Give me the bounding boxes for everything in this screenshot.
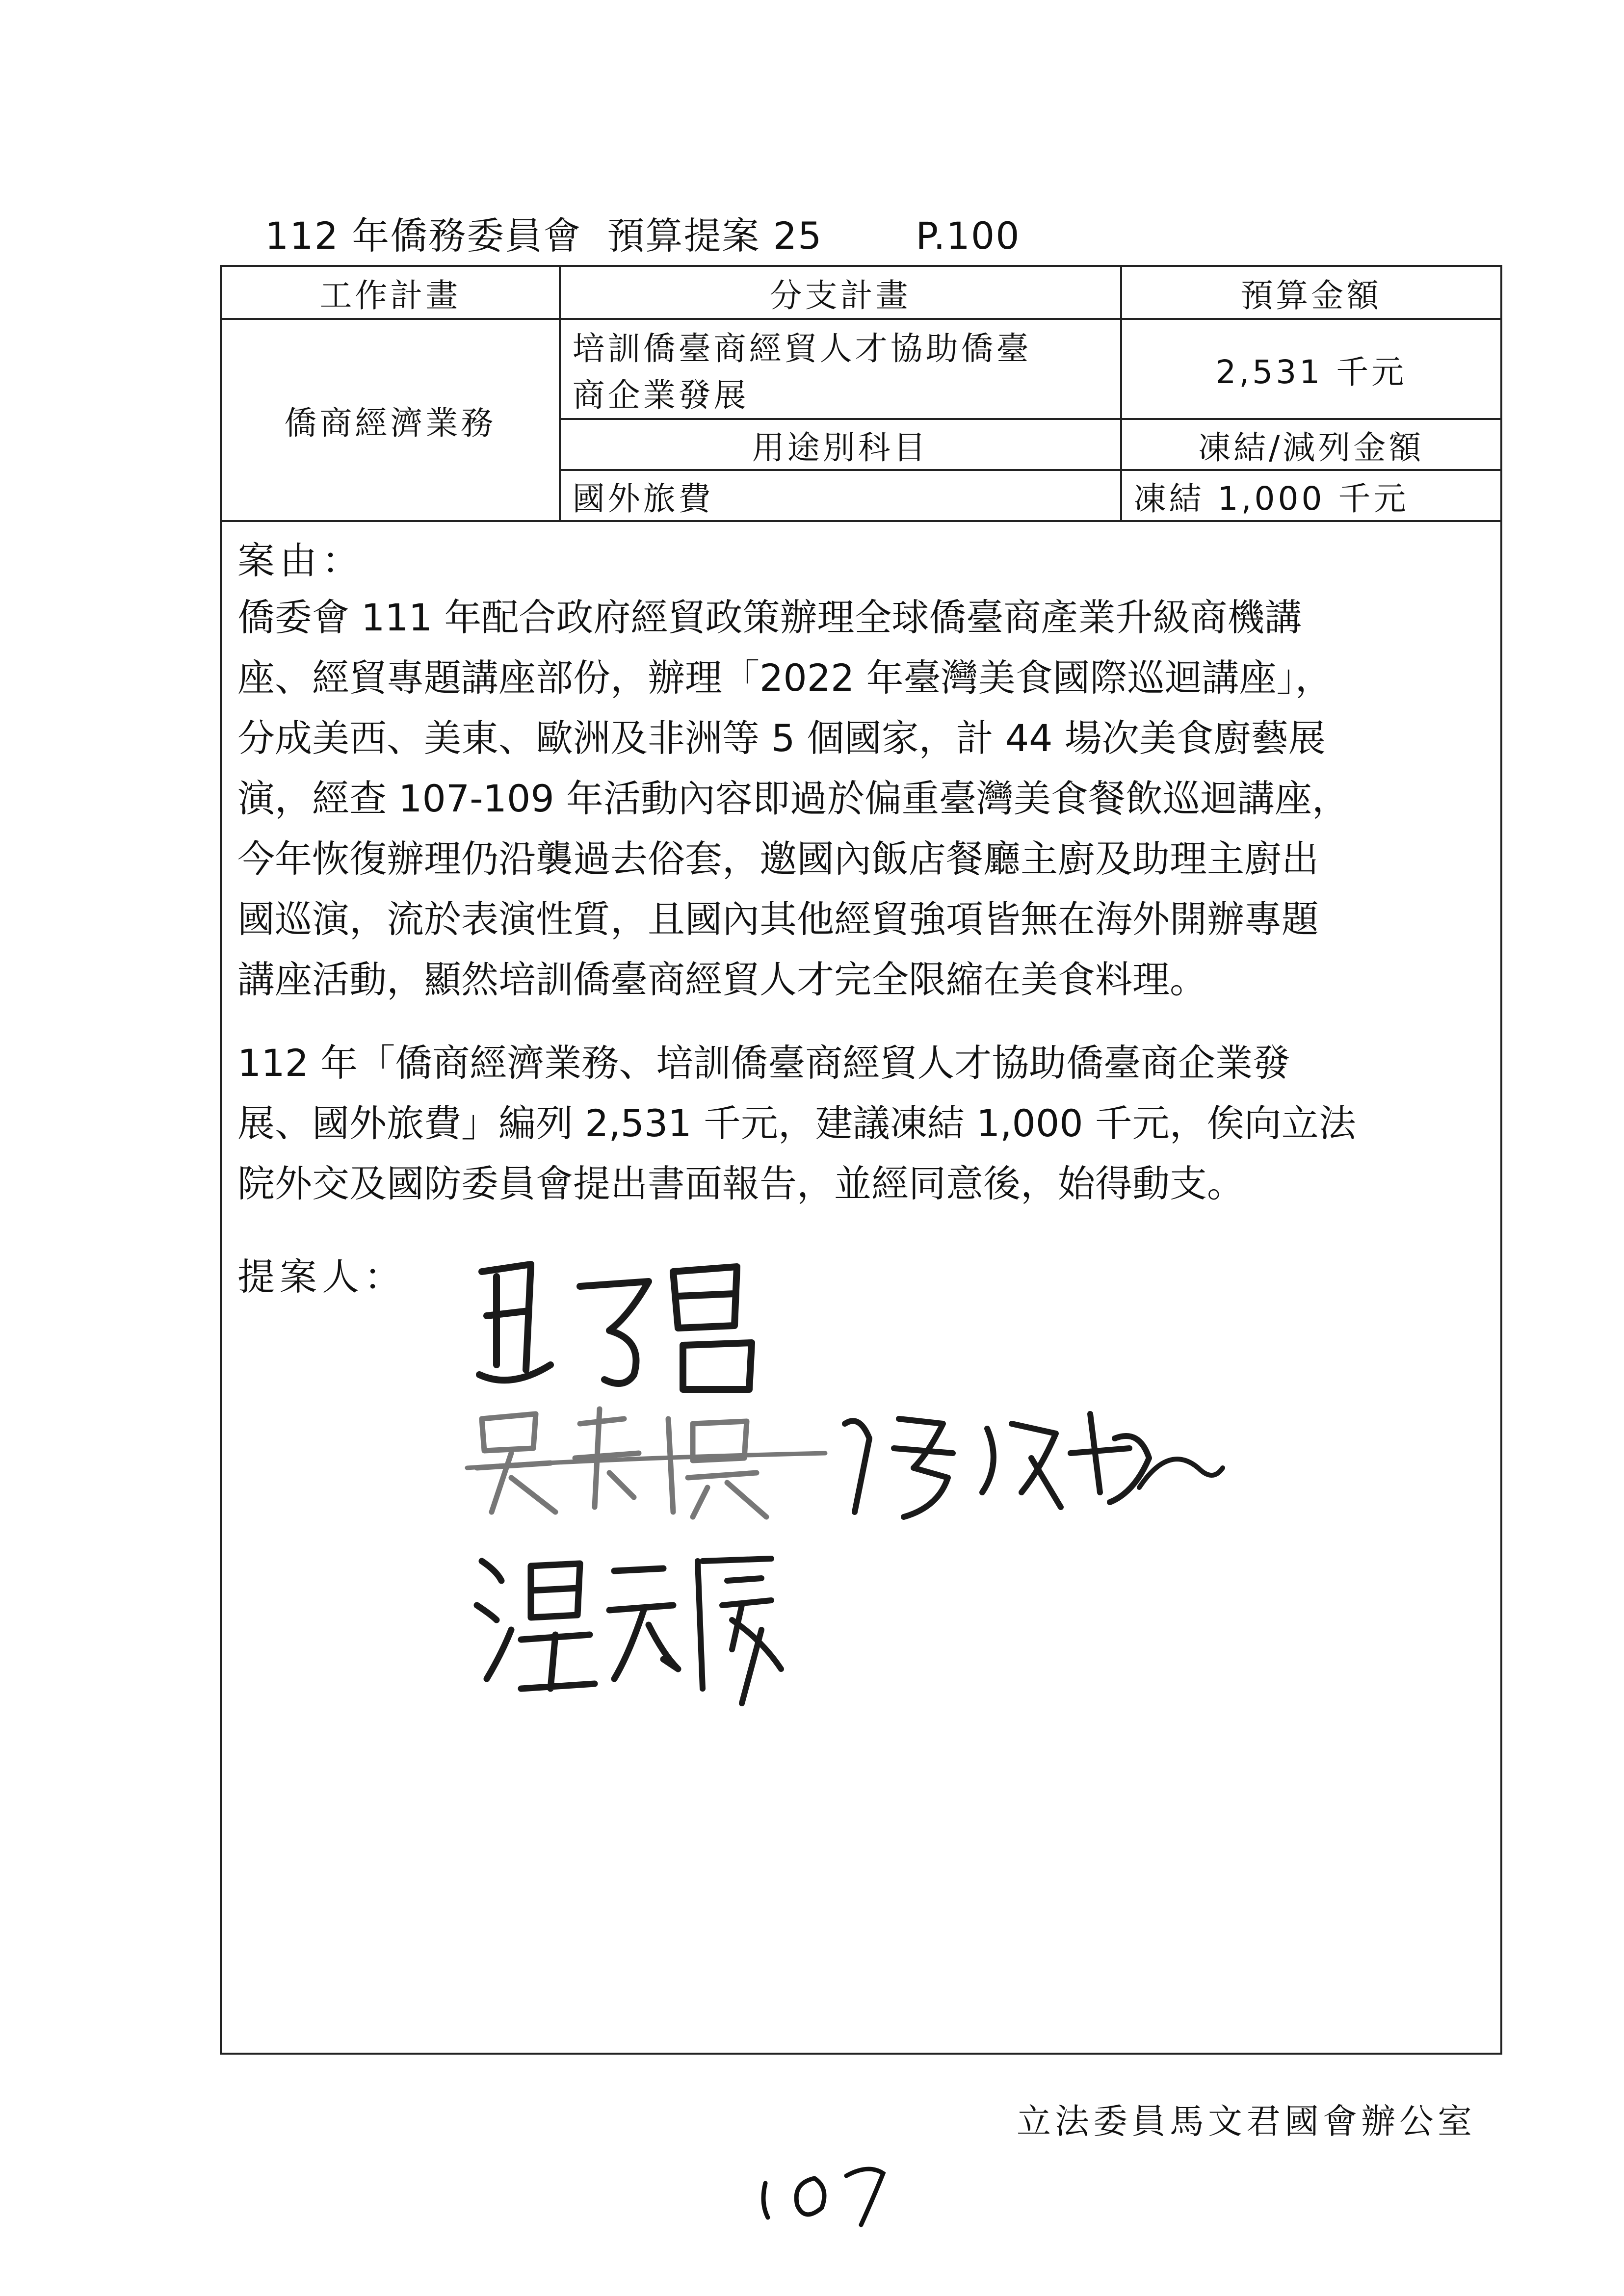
reason-line: 講座活動，顯然培訓僑臺商經貿人才完全限縮在美食料理。 (237, 958, 1207, 1001)
col-header-purpose: 用途別科目 (560, 419, 1121, 470)
document-header (265, 206, 1021, 260)
reason-line: 僑委會 111 年配合政府經貿政策辦理全球僑臺商產業升級商機講 (237, 596, 1302, 639)
cell-sub-plan (560, 319, 1121, 419)
reason-line: 院外交及國防委員會提出書面報告，並經同意後，始得動支。 (237, 1162, 1244, 1205)
col-header-budget: 預算金額 (1121, 266, 1501, 319)
reason-label: 案由： (237, 539, 364, 582)
handwritten-page-number (756, 2149, 903, 2232)
signature-3 (825, 1394, 1228, 1532)
reason-line: 國巡演，流於表演性質，且國內其他經貿強項皆無在海外開辦專題 (237, 897, 1319, 941)
signature-4 (467, 1541, 801, 1718)
reason-line: 分成美西、美東、歐洲及非洲等 5 個國家，計 44 場次美食廚藝展 (237, 716, 1326, 760)
sub-plan-line-1: 培訓僑臺商經貿人才協助僑臺 (572, 330, 1032, 367)
cell-work-plan: 僑商經濟業務 (221, 319, 560, 521)
signature-2 (462, 1399, 835, 1527)
col-header-work-plan: 工作計畫 (221, 266, 560, 319)
proposer-label: 提案人： (237, 1255, 406, 1299)
reason-line: 展、國外旅費」編列 2,531 千元，建議凍結 1,000 千元，俟向立法 (237, 1101, 1356, 1145)
reason-line: 演，經查 107-109 年活動內容即過於偏重臺灣美食餐飲巡迴講座， (237, 777, 1349, 820)
budget-table (220, 265, 1502, 522)
reason-line: 今年恢復辦理仍沿襲過去俗套，邀國內飯店餐廳主廚及助理主廚出 (237, 837, 1319, 881)
reason-paragraph-1 (237, 587, 1493, 1010)
cell-purpose: 國外旅費 (560, 470, 1121, 521)
reason-line: 座、經貿專題講座部份，辦理「2022 年臺灣美食國際巡迴講座」， (237, 656, 1333, 700)
signature-1 (467, 1242, 771, 1404)
cell-budget-amount: 2,531 千元 (1121, 319, 1501, 419)
reason-paragraph-2 (237, 1033, 1493, 1214)
sub-plan-line-2: 商企業發展 (572, 376, 749, 414)
office-footer: 立法委員馬文君國會辦公室 (1017, 2101, 1476, 2141)
header-title: 112 年僑務委員會 預算提案 25 (265, 214, 823, 258)
reason-line: 112 年「僑商經濟業務、培訓僑臺商經貿人才協助僑臺商企業發 (237, 1041, 1290, 1085)
proposal-body (220, 521, 1502, 2055)
header-page-ref: P.100 (916, 214, 1021, 258)
col-header-sub-plan: 分支計畫 (560, 266, 1121, 319)
cell-freeze-amount: 凍結 1,000 千元 (1121, 470, 1501, 521)
col-header-freeze: 凍結/減列金額 (1121, 419, 1501, 470)
